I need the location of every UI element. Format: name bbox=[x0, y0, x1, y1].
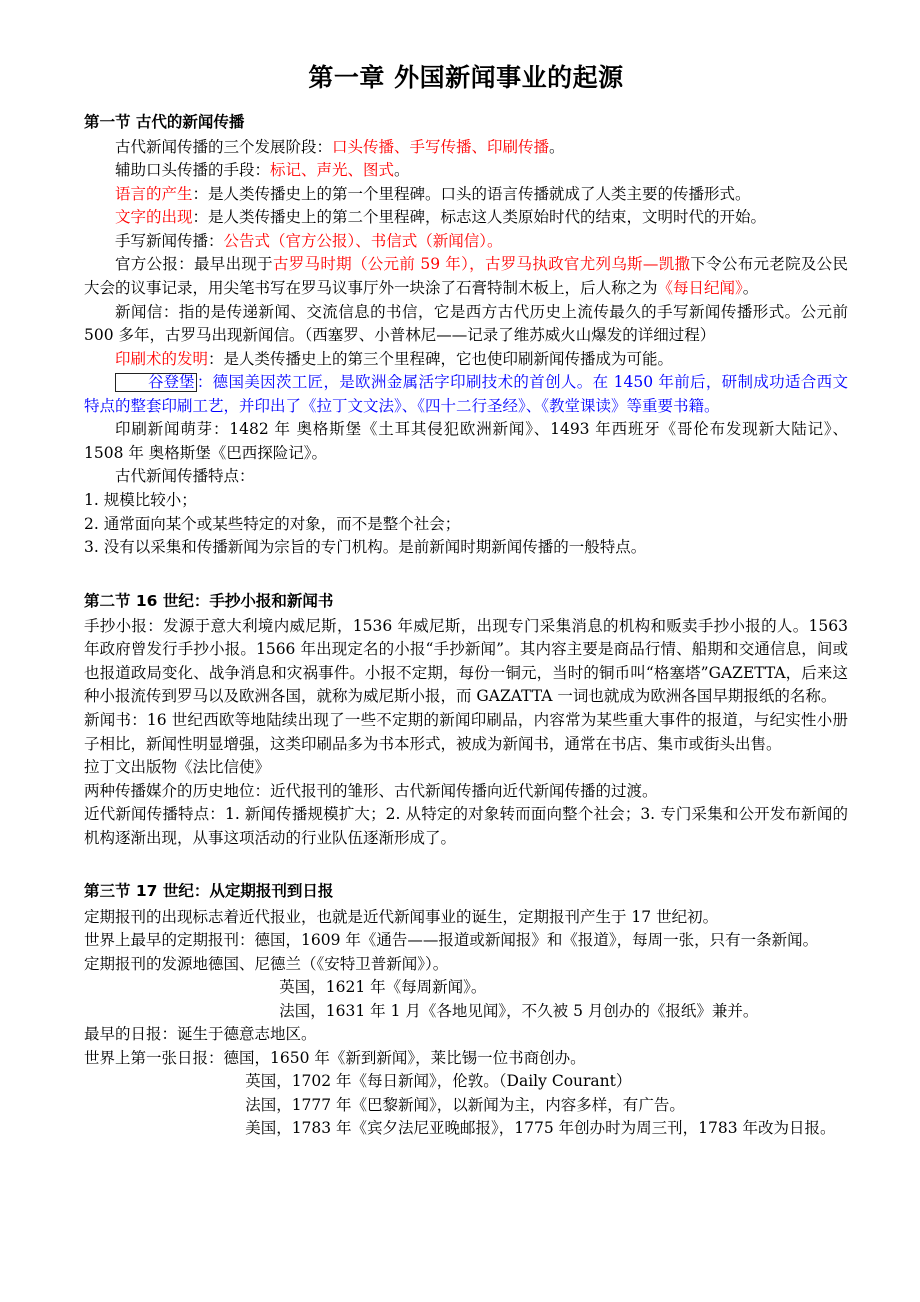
text-run: 官方公报：最早出现于 bbox=[115, 255, 273, 274]
list-item-feature-2: 2. 通常面向某个或某些特定的对象，而不是整个社会； bbox=[84, 514, 461, 533]
section-ancient-news bbox=[84, 111, 848, 560]
highlight-red-3: 《每日纪闻》 bbox=[657, 279, 743, 298]
paragraph-periodical-origin: 定期报刊的发源地德国、尼德兰（《安特卫普新闻》）。 bbox=[84, 954, 449, 973]
text-run: 手写新闻传播： bbox=[115, 231, 224, 250]
text-run: ：是人类传播史上的第二个里程碑，标志这人类原始时代的结束，文明时代的开始。 bbox=[192, 208, 767, 227]
paragraph-britain-1702: 英国，1702 年《每日新闻》，伦敦。（Daily Courant） bbox=[245, 1072, 632, 1091]
text-run: ：是人类传播史上的第三个里程碑，它也使印刷新闻传播成为可能。 bbox=[208, 349, 674, 368]
paragraph-latin-publication: 拉丁文出版物《法比信使》 bbox=[84, 758, 271, 777]
text-run: 古代新闻传播的三个发展阶段： bbox=[115, 137, 333, 156]
paragraph-official-gazette bbox=[84, 253, 848, 300]
text-run: 下令公布元老院及公民大会的议事记录，用尖笔书写在罗马议事厅外一块涂了石膏特制木板上，后人称之为 bbox=[84, 255, 848, 298]
paragraph-oral-aids bbox=[84, 159, 848, 183]
highlight-red-lead: 印刷术的发明 bbox=[115, 349, 209, 368]
section-spacer bbox=[84, 850, 848, 880]
text-run: ：是人类传播史上的第一个里程碑。口头的语言传播就成了人类主要的传播形式。 bbox=[192, 184, 751, 203]
paragraph-usa-1783: 美国，1783 年《宾夕法尼亚晚邮报》，1775 年创办时为周三刊，1783 年改为日报。 bbox=[245, 1119, 836, 1138]
paragraph-first-daily-world: 世界上第一张日报：德国，1650 年《新到新闻》，莱比锡一位书商创办。 bbox=[84, 1048, 586, 1067]
paragraph-gutenberg bbox=[84, 371, 848, 418]
paragraph-language-birth bbox=[84, 183, 848, 207]
text-run: 辅助口头传播的手段： bbox=[115, 161, 271, 180]
list-item-feature-3: 3. 没有以采集和传播新闻为宗旨的专门机构。是前新闻时期新闻传播的一般特点。 bbox=[84, 538, 647, 557]
section-2-heading: 第二节 16 世纪：手抄小报和新闻书 bbox=[84, 591, 334, 610]
section-17th-century bbox=[84, 880, 848, 1141]
highlight-blue: ：德国美因茨工匠，是欧洲金属活字印刷技术的首创人。在 1450 年前后，研制成功适合西文特点的整套印刷工艺，并印出了《拉丁文文法》、《四十二行圣经》、《教堂课读》等重要书籍。 bbox=[84, 373, 848, 415]
highlight-red: 口头传播、手写传播、印刷传播 bbox=[332, 137, 550, 156]
paragraph-news-letter: 新闻信：指的是传递新闻、交流信息的书信，它是西方古代历史上流传最久的手写新闻传播形式。公元前 500 多年，古罗马出现新闻信。（西塞罗、小普林尼——记录了维苏威火山爆发的详细过程） bbox=[84, 302, 848, 345]
paragraph-three-stages bbox=[84, 136, 848, 160]
section-1-heading: 第一节 古代的新闻传播 bbox=[84, 112, 245, 131]
list-item-feature-1: 1. 规模比较小； bbox=[84, 490, 197, 509]
paragraph-handwritten-gazette: 手抄小报：发源于意大利境内威尼斯，1536 年威尼斯，出现专门采集消息的机构和贩卖手抄小报的人。1563 年政府曾发行手抄小报。1566 年出现定名的小报“手抄新闻”。其内容主要是商品行情、船期和交通信息，间或也报道政局变化、战争消息和灾祸事件。小报不定期，每份一铜元，当时的铜币叫“格塞塔”GAZETTA，后来这种小报流传到罗马以及欧洲各国，就称为威尼斯小报，而 GAZATTA 一词也就成为欧洲各国早期报纸的名称。 bbox=[84, 616, 848, 706]
paragraph-france-1631: 法国，1631 年 1 月《各地见闻》，不久被 5 月创办的《报纸》兼并。 bbox=[279, 1001, 759, 1020]
boxed-term-gutenberg: 谷登堡 bbox=[115, 373, 197, 392]
text-run: 。 bbox=[394, 161, 410, 180]
text-run: 。 bbox=[742, 279, 759, 298]
section-3-heading: 第三节 17 世纪：从定期报刊到日报 bbox=[84, 882, 334, 901]
paragraph-france-1777: 法国，1777 年《巴黎新闻》，以新闻为主，内容多样，有广告。 bbox=[245, 1095, 685, 1114]
paragraph-news-book: 新闻书：16 世纪西欧等地陆续出现了一些不定期的新闻印刷品，内容常为某些重大事件的报道，与纪实性小册子相比，新闻性明显增强，这类印刷品多为书本形式，被成为新闻书，通常在书店、集市或街头出售。 bbox=[84, 711, 848, 753]
paragraph-earliest-periodical: 世界上最早的定期报刊：德国，1609 年《通告——报道或新闻报》和《报道》，每周一张，只有一条新闻。 bbox=[84, 931, 819, 950]
paragraph-printed-news-sprout: 印刷新闻萌芽：1482 年 奥格斯堡《土耳其侵犯欧洲新闻》、1493 年西班牙《哥伦布发现新大陆记》、1508 年 奥格斯堡《巴西探险记》。 bbox=[84, 420, 848, 462]
highlight-red-lead: 语言的产生 bbox=[115, 184, 193, 203]
paragraph-ancient-features-label: 古代新闻传播特点： bbox=[115, 467, 255, 486]
paragraph-earliest-daily: 最早的日报：诞生于德意志地区。 bbox=[84, 1025, 317, 1044]
text-run: 。 bbox=[549, 137, 565, 156]
paragraph-modern-news-features: 近代新闻传播特点：1. 新闻传播规模扩大；2. 从特定的对象转而面向整个社会；3. 专门采集和公开发布新闻的机构逐渐出现，从事这项活动的行业队伍逐渐形成了。 bbox=[84, 805, 848, 847]
paragraph-britain-1621: 英国，1621 年《每周新闻》。 bbox=[279, 978, 487, 997]
highlight-red: 公告式（官方公报）、书信式（新闻信）。 bbox=[223, 231, 503, 250]
highlight-red-lead: 文字的出现 bbox=[115, 208, 193, 227]
section-16th-century bbox=[84, 590, 848, 851]
section-spacer bbox=[84, 560, 848, 590]
highlight-red-2: 古罗马执政官尤列乌斯—凯撒 bbox=[484, 255, 691, 274]
paragraph-periodical-birth: 定期报刊的出现标志着近代报业，也就是近代新闻事业的诞生，定期报刊产生于 17 世纪初。 bbox=[84, 907, 719, 926]
page-title: 第一章 外国新闻事业的起源 bbox=[308, 63, 624, 92]
paragraph-writing-appearance bbox=[84, 206, 848, 230]
highlight-red: 古罗马时期（公元前 59 年）， bbox=[272, 255, 485, 274]
paragraph-handwritten-news bbox=[84, 230, 848, 254]
paragraph-printing-invention bbox=[84, 348, 848, 372]
paragraph-media-historical-status: 两种传播媒介的历史地位：近代报刊的雏形、古代新闻传播向近代新闻传播的过渡。 bbox=[84, 781, 658, 800]
highlight-red: 标记、声光、图式 bbox=[270, 161, 395, 180]
